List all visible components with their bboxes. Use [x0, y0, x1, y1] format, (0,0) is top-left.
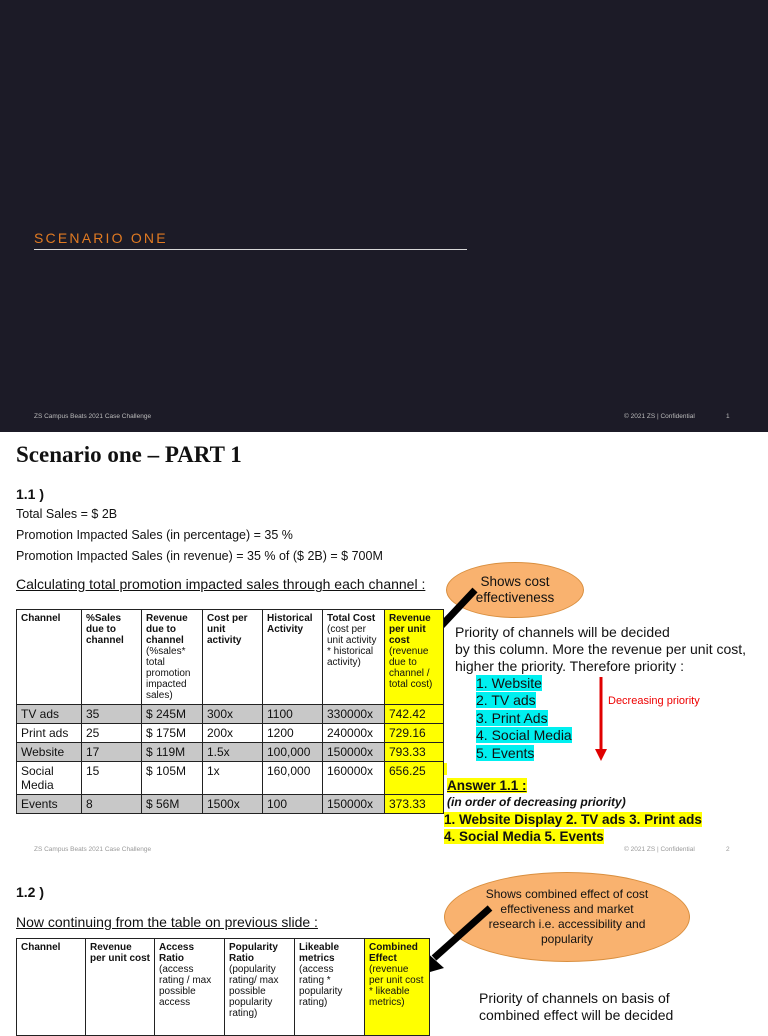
col-header-revenue: Revenue due to channel (%sales* total promotion impacted sales)	[142, 610, 203, 705]
cell-channel: Events	[17, 795, 82, 814]
col-header-channel: Channel	[17, 939, 86, 1036]
footer-left: ZS Campus Beats 2021 Case Challenge	[34, 846, 152, 853]
cell-cost-per-unit: 1x	[203, 762, 263, 795]
cell-revenue-per-unit-cost: 373.33	[385, 795, 444, 814]
cell-revenue-per-unit-cost: 729.16	[385, 724, 444, 743]
table-row	[17, 724, 444, 743]
col-header-access-ratio: Access Ratio (access rating / max possible access	[155, 939, 225, 1036]
cell-channel: Print ads	[17, 724, 82, 743]
priority-text-line: higher the priority. Therefore priority :	[455, 658, 685, 674]
table-row	[17, 762, 444, 795]
list-item: 4. Social Media	[476, 727, 572, 744]
calc-heading: Calculating total promotion impacted sales through each channel :	[16, 576, 426, 592]
cell-channel: Website	[17, 743, 82, 762]
cell-sales-pct: 8	[82, 795, 142, 814]
callout-text: Shows cost effectiveness	[475, 574, 555, 605]
cell-revenue-per-unit-cost: 742.42	[385, 705, 444, 724]
channel-table	[16, 609, 444, 814]
part1-continued-slide	[0, 860, 768, 1024]
footer-left: ZS Campus Beats 2021 Case Challenge	[34, 413, 152, 420]
priority-text-line: combined effect will be decided	[479, 1007, 674, 1023]
highlight-mark	[444, 763, 447, 775]
answer-title: Answer 1.1 :	[447, 778, 527, 793]
col-header-cost-per-unit: Cost per unit activity	[203, 610, 263, 705]
cell-sales-pct: 25	[82, 724, 142, 743]
cell-revenue-per-unit-cost: 656.25	[385, 762, 444, 795]
cell-total-cost: 240000x	[323, 724, 385, 743]
list-item: 1. Website	[476, 675, 542, 691]
answer-line: 4. Social Media 5. Events	[444, 829, 604, 844]
cell-sales-pct: 35	[82, 705, 142, 724]
cell-historical: 100	[263, 795, 323, 814]
col-header-likeable-metrics: Likeable metrics (access rating * popularity rating)	[295, 939, 365, 1036]
page-number: 1	[726, 413, 730, 420]
cell-revenue: $ 56M	[142, 795, 203, 814]
priority-list	[476, 675, 572, 762]
col-header-popularity-ratio: Popularity Ratio (popularity rating/ max possible popularity rating)	[225, 939, 295, 1036]
list-item: 5. Events	[476, 744, 535, 761]
table-header-row	[17, 939, 430, 1036]
cell-revenue: $ 105M	[142, 762, 203, 795]
cell-total-cost: 150000x	[323, 795, 385, 814]
continue-heading: Now continuing from the table on previous slide :	[16, 914, 318, 930]
callout-text: Shows combined effect of cost effectiveness and market research i.e. accessibility and popularity	[485, 887, 649, 946]
cell-revenue: $ 245M	[142, 705, 203, 724]
section-heading: 1.2 )	[16, 884, 45, 900]
promo-revenue-line: Promotion Impacted Sales (in revenue) = 35 % of ($ 2B) = $ 700M	[16, 549, 383, 563]
cell-sales-pct: 15	[82, 762, 142, 795]
table-row	[17, 705, 444, 724]
cell-revenue: $ 119M	[142, 743, 203, 762]
title-underline	[34, 249, 467, 250]
cell-cost-per-unit: 300x	[203, 705, 263, 724]
promo-percent-line: Promotion Impacted Sales (in percentage) = 35 %	[16, 528, 293, 542]
col-header-historical: Historical Activity	[263, 610, 323, 705]
cell-historical: 1200	[263, 724, 323, 743]
cell-channel: TV ads	[17, 705, 82, 724]
decreasing-priority-label: Decreasing priority	[608, 695, 700, 707]
down-arrow-icon	[593, 677, 609, 763]
table-header-row	[17, 610, 444, 705]
cell-revenue: $ 175M	[142, 724, 203, 743]
answer-line: 1. Website Display 2. TV ads 3. Print ads	[444, 812, 702, 827]
cell-cost-per-unit: 1500x	[203, 795, 263, 814]
col-header-sales-pct: %Sales due to channel	[82, 610, 142, 705]
answer-subtitle: (in order of decreasing priority)	[447, 795, 626, 809]
cell-cost-per-unit: 200x	[203, 724, 263, 743]
col-header-revenue-per-unit-cost: Revenue per unit cost (revenue due to channel / total cost)	[385, 610, 444, 705]
table-row	[17, 795, 444, 814]
part1-slide	[0, 432, 768, 860]
table-row	[17, 743, 444, 762]
cell-total-cost: 160000x	[323, 762, 385, 795]
footer-right: © 2021 ZS | Confidential	[624, 413, 695, 420]
list-item: 3. Print Ads	[476, 709, 548, 726]
col-header-combined-effect: Combined Effect (revenue per unit cost * likeable metrics)	[365, 939, 430, 1036]
list-item: 2. TV ads	[476, 692, 536, 709]
scenario-title: SCENARIO ONE	[34, 230, 168, 246]
cell-historical: 100,000	[263, 743, 323, 762]
total-sales-line: Total Sales = $ 2B	[16, 507, 118, 521]
col-header-total-cost: Total Cost (cost per unit activity * historical activity)	[323, 610, 385, 705]
title-slide	[0, 0, 768, 432]
cell-channel: Social Media	[17, 762, 82, 795]
cell-cost-per-unit: 1.5x	[203, 743, 263, 762]
priority-text-line: by this column. More the revenue per unit cost,	[455, 641, 747, 657]
priority-text-line: Priority of channels will be decided	[455, 624, 670, 640]
section-heading: 1.1 )	[16, 486, 45, 502]
cell-historical: 160,000	[263, 762, 323, 795]
cell-revenue-per-unit-cost: 793.33	[385, 743, 444, 762]
cell-sales-pct: 17	[82, 743, 142, 762]
priority-explanation	[455, 624, 746, 675]
combined-effect-table	[16, 938, 430, 1036]
col-header-revenue-per-unit-cost: Revenue per unit cost	[86, 939, 155, 1036]
combined-priority-explanation	[479, 990, 673, 1024]
cell-total-cost: 330000x	[323, 705, 385, 724]
col-header-channel: Channel	[17, 610, 82, 705]
cell-total-cost: 150000x	[323, 743, 385, 762]
answer-block	[444, 777, 702, 845]
priority-text-line: Priority of channels on basis of	[479, 990, 670, 1006]
slide-title: Scenario one – PART 1	[16, 442, 242, 467]
footer-right: © 2021 ZS | Confidential	[624, 846, 695, 853]
cell-historical: 1100	[263, 705, 323, 724]
page-number: 2	[726, 846, 730, 853]
